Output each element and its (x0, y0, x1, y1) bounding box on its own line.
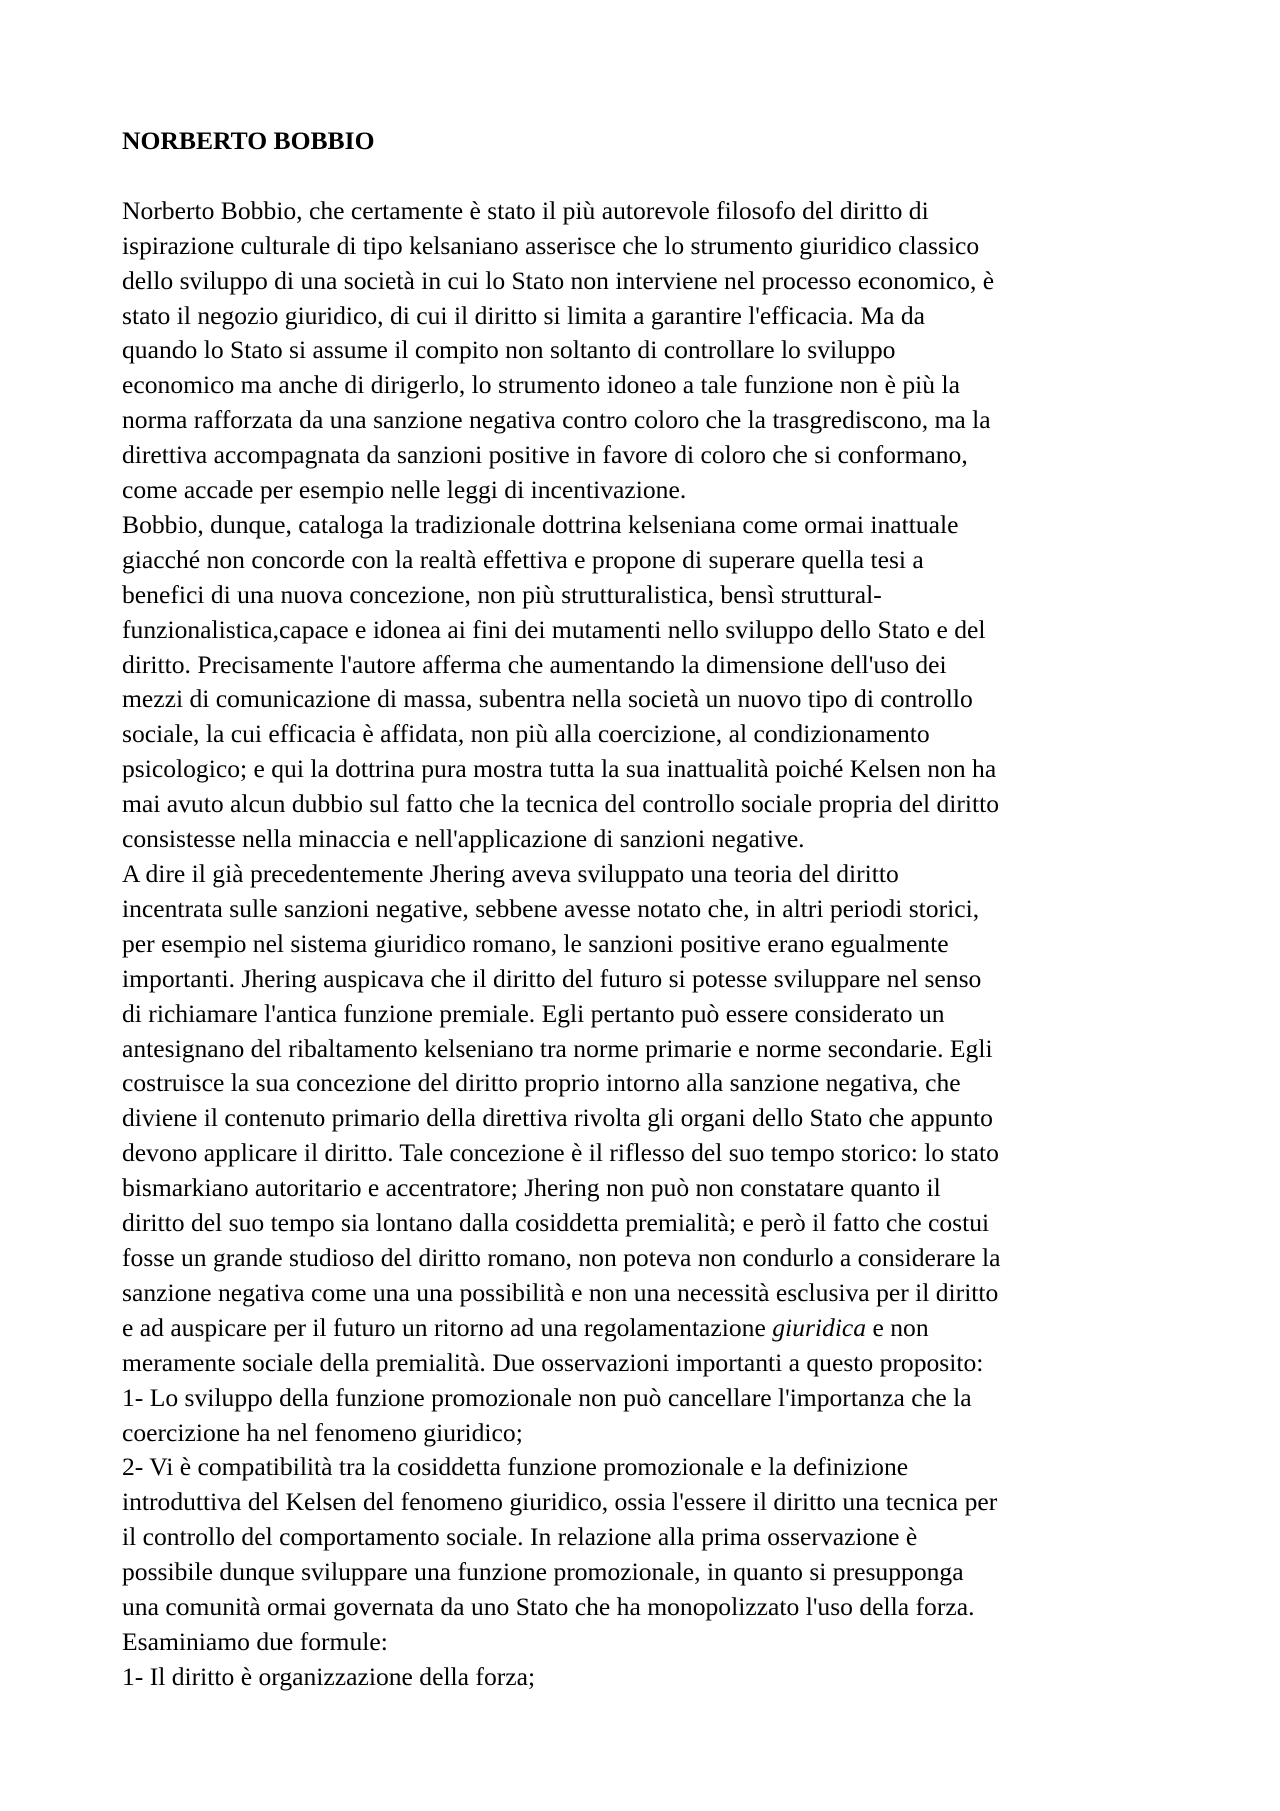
text-line: sanzione negativa come una una possibilità e non una necessità esclusiva per il diritto (122, 1277, 999, 1307)
text-line: quando lo Stato si assume il compito non soltanto di controllare lo sviluppo (122, 335, 896, 365)
text-line: bismarkiano autoritario e accentratore; Jhering non può non constatare quanto il (122, 1173, 941, 1203)
text-line: possibile dunque sviluppare una funzione promozionale, in quanto si presupponga (122, 1557, 964, 1587)
text-line: dello sviluppo di una società in cui lo Stato non interviene nel processo economico, è (122, 265, 995, 295)
italic-word: giuridica (772, 1312, 867, 1342)
text-line: come accade per esempio nelle leggi di incentivazione. (122, 475, 687, 505)
text-line: 1- Il diritto è organizzazione della forza; (122, 1661, 536, 1691)
text-line: giacché non concorde con la realtà effettiva e propone di superare quella tesi a (122, 544, 924, 574)
text-line: devono applicare il diritto. Tale concezione è il riflesso del suo tempo storico: lo stato (122, 1138, 999, 1168)
text-line: Norberto Bobbio, che certamente è stato il più autorevole filosofo del diritto di (122, 195, 929, 225)
text-line: sociale, la cui efficacia è affidata, non più alla coercizione, al condizionamento (122, 719, 930, 749)
document-title: NORBERTO BOBBIO (122, 126, 375, 155)
text-line: di richiamare l'antica funzione premiale. Egli pertanto può essere considerato un (122, 998, 945, 1028)
text-line: diviene il contenuto primario della direttiva rivolta gli organi dello Stato che appunto (122, 1103, 993, 1133)
text-line: direttiva accompagnata da sanzioni positive in favore di coloro che si conformano, (122, 440, 968, 470)
text-line: coercizione ha nel fenomeno giuridico; (122, 1417, 523, 1447)
text-line: mezzi di comunicazione di massa, subentra nella società un nuovo tipo di controllo (122, 684, 973, 714)
text-line: norma rafforzata da una sanzione negativa contro coloro che la trasgrediscono, ma la (122, 405, 991, 435)
text-line: fosse un grande studioso del diritto romano, non poteva non condurlo a considerare la (122, 1242, 1001, 1272)
text-line: funzionalistica,capace e idonea ai fini dei mutamenti nello sviluppo dello Stato e del (122, 614, 986, 644)
text-line: Bobbio, dunque, cataloga la tradizionale dottrina kelseniana come ormai inattuale (122, 509, 959, 539)
text-line: psicologico; e qui la dottrina pura mostra tutta la sua inattualità poiché Kelsen non ha (122, 754, 997, 784)
text-line: costruisce la sua concezione del diritto proprio intorno alla sanzione negativa, che (122, 1068, 961, 1098)
text-line: per esempio nel sistema giuridico romano, le sanzioni positive erano egualmente (122, 928, 949, 958)
text-line: economico ma anche di dirigerlo, lo strumento idoneo a tale funzione non è più la (122, 370, 960, 400)
text-line-with-italic (122, 1311, 1172, 1346)
document-body (122, 124, 1172, 1695)
text-line: Esaminiamo due formule: (122, 1626, 388, 1656)
text-line: 2- Vi è compatibilità tra la cosiddetta funzione promozionale e la definizione (122, 1452, 909, 1482)
text-line: importanti. Jhering auspicava che il diritto del futuro si potesse sviluppare nel senso (122, 963, 982, 993)
text-line: il controllo del comportamento sociale. In relazione alla prima osservazione è (122, 1522, 918, 1552)
text-line: introduttiva del Kelsen del fenomeno giuridico, ossia l'essere il diritto una tecnica per (122, 1487, 998, 1517)
text-line: benefici di una nuova concezione, non più strutturalistica, bensì struttural- (122, 579, 882, 609)
text-line: mai avuto alcun dubbio sul fatto che la tecnica del controllo sociale propria del diritto (122, 789, 1000, 819)
text-segment: e non (866, 1312, 929, 1342)
text-line: stato il negozio giuridico, di cui il diritto si limita a garantire l'efficacia. Ma da (122, 300, 925, 330)
text-line: meramente sociale della premialità. Due osservazioni importanti a questo proposito: (122, 1347, 984, 1377)
text-line: diritto. Precisamente l'autore afferma che aumentando la dimensione dell'uso dei (122, 649, 947, 679)
paragraph-lines (122, 194, 1172, 1695)
text-line: antesignano del ribaltamento kelseniano tra norme primarie e norme secondarie. Egli (122, 1033, 993, 1063)
text-line: 1- Lo sviluppo della funzione promozionale non può cancellare l'importanza che la (122, 1382, 972, 1412)
text-line: una comunità ormai governata da uno Stato che ha monopolizzato l'uso della forza. (122, 1592, 975, 1622)
text-line: A dire il già precedentemente Jhering aveva sviluppato una teoria del diritto (122, 859, 899, 889)
text-line: consistesse nella minaccia e nell'applicazione di sanzioni negative. (122, 824, 805, 854)
text-line: incentrata sulle sanzioni negative, sebbene avesse notato che, in altri periodi storici, (122, 893, 980, 923)
text-line: diritto del suo tempo sia lontano dalla cosiddetta premialità; e però il fatto che costui (122, 1208, 990, 1238)
text-line: ispirazione culturale di tipo kelsaniano asserisce che lo strumento giuridico classico (122, 230, 980, 260)
text-segment: e ad auspicare per il futuro un ritorno ad una regolamentazione (122, 1312, 773, 1342)
